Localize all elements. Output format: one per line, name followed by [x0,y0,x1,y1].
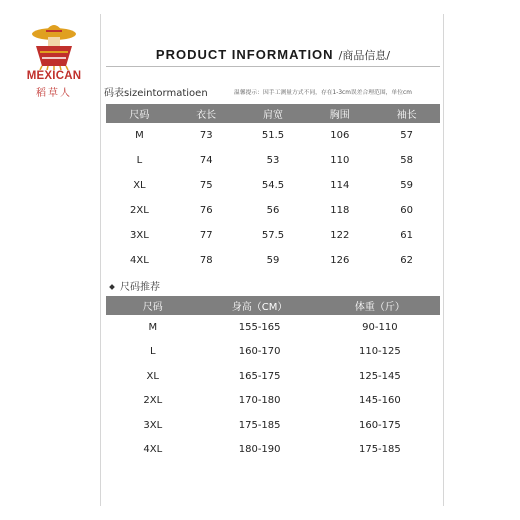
table-cell: 90-110 [362,321,398,333]
size-header-length: 衣长 [173,104,240,123]
scarecrow-icon [22,14,86,70]
size-header-sleeve: 袖长 [373,104,440,123]
table-cell: 76 [199,205,213,216]
table-cell: 56 [266,205,280,216]
table-row [106,173,440,198]
table-cell: 160-175 [358,419,401,431]
table-cell: XL [146,370,159,382]
table-cell: 155-165 [238,321,281,333]
table-cell: 60 [400,205,413,216]
table-cell: 175-185 [238,419,281,431]
table-cell: 57.5 [261,230,285,241]
table-cell: 54.5 [261,180,285,191]
table-cell: 59 [266,255,280,266]
table-cell: L [149,346,156,358]
brand-logo [12,14,96,98]
table-cell: 51.5 [261,130,285,141]
header-divider [106,66,440,67]
table-cell: 59 [400,180,413,191]
table-cell: 114 [330,180,350,191]
page-title: PRODUCT INFORMATION [155,47,334,62]
table-row [106,413,440,438]
recommend-label-text: 尺码推荐 [120,282,160,293]
table-cell: 74 [199,155,213,166]
table-cell: 126 [330,255,350,266]
table-cell: 75 [199,180,213,191]
brand-name-cn: 稻草人 [36,88,72,99]
table-cell: L [136,155,143,166]
table-row [106,438,440,463]
table-cell: 118 [330,205,350,216]
recommend-header-height: 身高（CM） [200,296,320,315]
table-cell: 61 [400,230,413,241]
size-table [106,104,440,273]
table-row [106,248,440,273]
size-header-shoulder: 肩宽 [240,104,307,123]
measurement-note: 温馨提示：因手工测量方式不同，存在1-3cm误差合理范围，单位cm [234,90,412,96]
table-row [106,315,440,340]
table-cell: 110 [330,155,350,166]
table-cell: 3XL [143,419,163,431]
table-cell: M [148,321,158,333]
table-cell: 73 [199,130,213,141]
recommend-header-size: 尺码 [106,296,200,315]
diamond-bullet-icon [109,284,115,290]
table-row [106,389,440,414]
table-row [106,364,440,389]
table-row [106,198,440,223]
brand-name: MEXICAN [26,70,82,82]
table-cell: 57 [400,130,413,141]
table-cell: 180-190 [238,444,281,456]
table-cell: 122 [330,230,350,241]
table-cell: 3XL [130,230,149,241]
right-border [443,14,444,506]
table-cell: 2XL [143,395,163,407]
page-title-cn: /商品信息/ [338,49,391,62]
size-chart-title: 码表sizeintormatioen [104,88,208,99]
table-cell: 58 [400,155,413,166]
table-cell: 145-160 [358,395,401,407]
recommend-table [106,296,440,462]
table-row [106,148,440,173]
table-cell: 78 [199,255,213,266]
size-header-size: 尺码 [106,104,173,123]
table-row [106,340,440,365]
table-cell: 77 [199,230,213,241]
table-cell: 4XL [130,255,149,266]
table-cell: 110-125 [358,346,401,358]
table-cell: 106 [330,130,350,141]
table-cell: 4XL [143,444,163,456]
page-header [106,44,440,63]
table-cell: 125-145 [358,370,401,382]
table-cell: 62 [400,255,413,266]
table-cell: 53 [266,155,280,166]
table-cell: 170-180 [238,395,281,407]
table-cell: M [135,130,144,141]
table-cell: XL [133,180,146,191]
table-cell: 165-175 [238,370,281,382]
table-row [106,223,440,248]
size-header-chest: 胸围 [306,104,373,123]
left-border [100,14,101,506]
table-cell: 2XL [130,205,149,216]
recommend-label [110,278,160,293]
table-cell: 175-185 [358,444,401,456]
table-row [106,123,440,148]
recommend-header-weight: 体重（斤） [320,296,440,315]
table-cell: 160-170 [238,346,281,358]
